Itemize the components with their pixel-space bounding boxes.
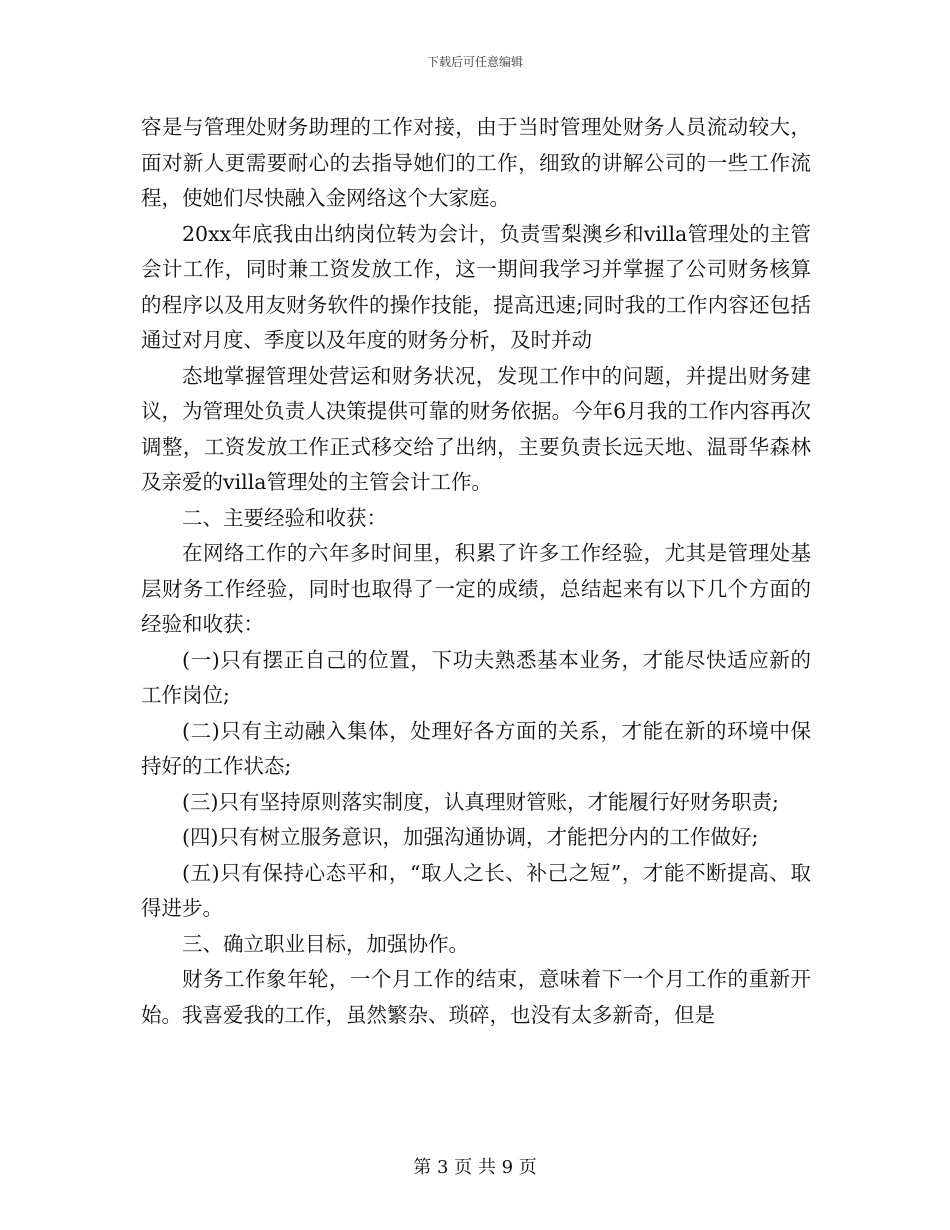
- list-item: (二)只有主动融入集体，处理好各方面的关系，才能在新的环境中保持好的工作状态;: [141, 718, 811, 778]
- section-heading: 三、确立职业目标，加强协作。: [182, 931, 469, 956]
- paragraph: 容是与管理处财务助理的工作对接，由于当时管理处财务人员流动较大，面对新人更需要耐心的去指导她们的工作，细致的讲解公司的一些工作流程，使她们尽快融入金网络这个大家庭。: [141, 115, 811, 210]
- document-body: [141, 110, 811, 1033]
- paragraph: 在网络工作的六年多时间里，积累了许多工作经验，尤其是管理处基层财务工作经验，同时也取得了一定的成绩，总结起来有以下几个方面的经验和收获：: [141, 541, 811, 636]
- list-item: (五)只有保持心态平和，“取人之长、补己之短”，才能不断提高、取得进步。: [141, 860, 811, 920]
- section-heading: 二、主要经验和收获：: [182, 505, 387, 530]
- list-item: (三)只有坚持原则落实制度，认真理财管账，才能履行好财务职责;: [182, 789, 779, 814]
- list-item: (一)只有摆正自己的位置，下功夫熟悉基本业务，才能尽快适应新的工作岗位;: [141, 647, 811, 707]
- page-number: 第 3 页 共 9 页: [413, 1157, 537, 1178]
- list-item: (四)只有树立服务意识，加强沟通协调，才能把分内的工作做好;: [182, 825, 759, 849]
- page-header: 下载后可任意编辑: [426, 55, 523, 69]
- paragraph: 态地掌握管理处营运和财务状况，发现工作中的问题，并提出财务建议，为管理处负责人决策提供可靠的财务依据。今年6月我的工作内容再次调整，工资发放工作正式移交给了出纳，主要负责长远天地、温哥华森林及亲爱的villa管理处的主管会计工作。: [141, 363, 811, 494]
- paragraph: 财务工作象年轮，一个月工作的结束，意味着下一个月工作的重新开始。我喜爱我的工作，虽然繁杂、琐碎，也没有太多新奇，但是: [141, 967, 811, 1027]
- paragraph: 20xx年底我由出纳岗位转为会计，负责雪梨澳乡和villa管理处的主管会计工作，同时兼工资发放工作，这一期间我学习并掌握了公司财务核算的程序以及用友财务软件的操作技能，提高迅速;同时我的工作内容还包括通过对月度、季度以及年度的财务分析，及时并动: [141, 221, 811, 352]
